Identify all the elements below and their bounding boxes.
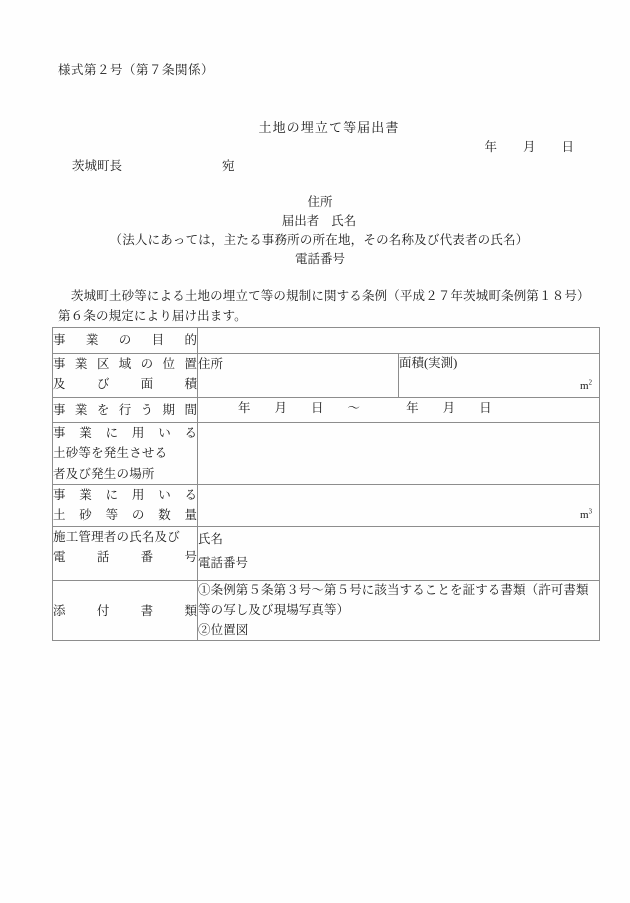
lbl-char: の — [140, 357, 154, 371]
label-soil-origin-line1 — [53, 423, 197, 443]
lbl-char: の — [118, 333, 132, 348]
label-business-period-text — [53, 400, 197, 420]
label-attachments-text — [53, 601, 197, 621]
lbl-char: 砂 — [79, 508, 92, 523]
unit-exponent: 2 — [588, 378, 592, 386]
lbl-char: 土 — [53, 508, 66, 523]
attachment-item-2: ②位置図 — [198, 622, 249, 637]
field-site-manager[interactable] — [198, 527, 600, 581]
lbl-char: 期 — [162, 402, 176, 417]
lbl-char: 量 — [184, 508, 197, 523]
period-to-day: 日 — [479, 401, 492, 415]
table-row-soil-quantity — [53, 485, 600, 527]
lbl-char: 域 — [118, 357, 132, 371]
period-from-month: 月 — [274, 401, 288, 415]
lbl-char: 業 — [74, 402, 88, 417]
lbl-char: 事 — [53, 333, 66, 348]
label-business-period — [53, 398, 198, 423]
table-row-period — [53, 398, 600, 423]
label-soil-origin-line2: 土砂等を発生させる — [53, 446, 168, 461]
attachment-item-1-line1: ①条例第５条第３号～第５号に該当することを証する書類（許可書類 — [198, 583, 589, 597]
document-title: 土地の埋立て等届出書 — [258, 120, 400, 135]
lbl-char: 事 — [53, 426, 66, 440]
lbl-char: い — [158, 488, 171, 502]
lbl-char: 用 — [131, 426, 145, 440]
table-row-location-area — [53, 354, 600, 398]
unit-base: m — [580, 508, 589, 521]
label-business-purpose-text — [53, 330, 197, 350]
submitter-corporate-note: （法人にあっては，主たる事務所の所在地，その名称及び代表者の氏名） — [109, 233, 529, 247]
lbl-char: を — [96, 402, 110, 417]
period-to-year: 年 — [406, 401, 419, 415]
submitter-address-label: 住所 — [307, 195, 333, 209]
lbl-char: 事 — [53, 402, 66, 417]
lbl-char: に — [105, 426, 119, 440]
submitter-block — [0, 193, 630, 269]
unit-exponent: 3 — [588, 507, 592, 515]
label-soil-quantity — [53, 485, 198, 527]
label-site-manager-line1: 施工管理者の氏名及び — [53, 530, 181, 544]
table-row-site-manager — [53, 527, 600, 581]
lbl-char: に — [105, 488, 119, 502]
lbl-char: 事 — [53, 357, 66, 371]
date-line — [484, 138, 574, 157]
field-area-measured[interactable] — [399, 354, 600, 398]
field-location-address-text: 住所 — [198, 357, 224, 371]
field-business-purpose[interactable] — [198, 328, 600, 354]
field-soil-origin[interactable] — [198, 423, 600, 485]
lbl-char: 位 — [162, 357, 176, 371]
form-number: 様式第２号（第７条関係） — [58, 63, 215, 77]
application-form-table — [52, 327, 600, 641]
submitter-label: 届出者 — [281, 214, 320, 228]
label-attachments — [53, 581, 198, 641]
submitter-name-label: 氏名 — [331, 214, 357, 228]
label-soil-origin — [53, 423, 198, 485]
lbl-char: る — [184, 426, 197, 440]
lbl-char: 書 — [140, 603, 154, 618]
period-date-range — [198, 398, 599, 418]
lbl-char: 的 — [184, 333, 197, 348]
label-location-line2 — [53, 374, 197, 394]
lbl-char: 電 — [53, 550, 66, 565]
field-business-period[interactable] — [198, 398, 600, 423]
ordinance-paragraph: 茨城町土砂等による土地の埋立て等の規制に関する条例（平成２７年茨城町条例第１８号）第６条の規定により届け出ます。 — [58, 289, 590, 324]
lbl-char: る — [184, 488, 197, 502]
date-month-label: 月 — [522, 140, 536, 154]
field-soil-quantity[interactable] — [198, 485, 600, 527]
addressee — [72, 157, 235, 176]
lbl-char: 話 — [96, 550, 110, 565]
lbl-char: 番 — [140, 550, 154, 565]
lbl-char: 業 — [74, 357, 88, 371]
lbl-char: 面 — [140, 377, 154, 392]
table-row-attachments — [53, 581, 600, 641]
label-site-manager-line2 — [53, 547, 197, 567]
lbl-char: 業 — [79, 426, 92, 440]
lbl-char: 及 — [53, 377, 66, 392]
lbl-char: 間 — [184, 402, 197, 417]
unit-cubic-meter — [580, 507, 592, 524]
label-area-measured: 面積(実測) — [399, 356, 458, 370]
lbl-char: 目 — [151, 333, 165, 348]
addressee-honorific: 宛 — [222, 159, 235, 173]
label-location-and-area — [53, 354, 198, 398]
label-soil-origin-line3: 者及び発生の場所 — [53, 466, 155, 481]
period-from-day: 日 — [311, 401, 324, 415]
lbl-char: 積 — [184, 377, 197, 392]
field-location-address[interactable] — [198, 354, 399, 398]
label-location-line1 — [53, 354, 197, 374]
label-soil-quantity-line2 — [53, 505, 197, 525]
lbl-char: 行 — [118, 402, 132, 417]
lbl-char: 添 — [53, 603, 66, 618]
addressee-name: 茨城町長 — [72, 159, 123, 173]
submitter-name-row — [8, 212, 630, 231]
table-row-purpose — [53, 328, 600, 354]
lbl-char: 業 — [79, 488, 92, 502]
lbl-char: う — [140, 402, 154, 417]
lbl-char: 付 — [96, 603, 110, 618]
period-separator: ～ — [347, 401, 361, 415]
date-year-label: 年 — [484, 140, 497, 154]
lbl-char: 類 — [184, 603, 197, 618]
lbl-char: 等 — [105, 508, 119, 523]
label-business-purpose — [53, 328, 198, 354]
field-attachments[interactable] — [198, 581, 600, 641]
lbl-char: 業 — [85, 333, 99, 348]
lbl-char: 置 — [184, 357, 197, 371]
unit-square-meter — [580, 378, 592, 395]
lbl-char: 事 — [53, 488, 66, 502]
field-site-manager-phone: 電話番号 — [198, 556, 249, 571]
lbl-char: い — [158, 426, 171, 440]
label-soil-quantity-line1 — [53, 485, 197, 505]
lbl-char: 用 — [131, 488, 145, 502]
submitter-phone-label: 電話番号 — [294, 252, 345, 266]
lbl-char: 区 — [96, 357, 110, 371]
period-to-month: 月 — [442, 401, 456, 415]
field-site-manager-name: 氏名 — [198, 532, 224, 546]
table-row-soil-origin — [53, 423, 600, 485]
lbl-char: び — [96, 377, 110, 392]
date-day-label: 日 — [561, 140, 574, 154]
period-from-year: 年 — [238, 401, 251, 415]
lbl-char: の — [131, 508, 145, 523]
label-site-manager — [53, 527, 198, 581]
attachment-item-1-line2: 等の写し及び現場写真等） — [198, 602, 350, 617]
lbl-char: 号 — [184, 550, 197, 565]
lbl-char: 数 — [158, 508, 171, 523]
unit-base: m — [580, 379, 589, 392]
